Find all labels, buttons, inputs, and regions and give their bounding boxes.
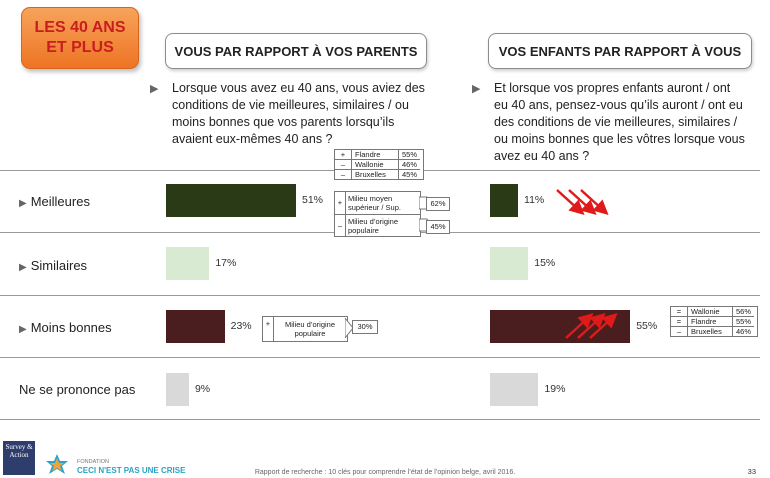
arrow-line: [590, 318, 612, 338]
bar-parents-2: [166, 310, 225, 343]
callout-milieu-moins: [262, 316, 348, 342]
panel-title-enfants: VOS ENFANTS PAR RAPPORT À VOUS: [488, 33, 752, 69]
footer-source: Rapport de recherche : 10 clés pour comprendre l’état de l’opinion belge, avril 2016.: [254, 469, 516, 476]
fondation-label: FONDATION: [77, 459, 109, 465]
region-value: 46%: [399, 160, 421, 170]
region-label: Flandre: [355, 150, 381, 159]
region-value: 55%: [733, 317, 755, 327]
region-label: Wallonie: [691, 307, 720, 316]
question-line: eu 40 ans, pensez-vous qu’ils auront / ont eu: [494, 98, 743, 112]
question-line: des conditions de vie meilleures, similaires /: [494, 115, 738, 129]
arrow-line: [569, 190, 591, 210]
bullet-triangle-icon: ▶: [19, 324, 27, 335]
sign: –: [335, 170, 352, 180]
question-line: ou moins bonnes que les vôtres lorsque vous: [494, 132, 745, 146]
bar-value-label: 55%: [636, 320, 658, 332]
milieu-value: 30%: [352, 320, 378, 334]
bar-value-label: 9%: [194, 383, 211, 395]
bullet-triangle-icon: ▶: [472, 83, 481, 95]
question-line: moins bonnes que vos parents lorsqu’ils: [172, 115, 395, 129]
sign: –: [335, 160, 352, 170]
row-divider: [0, 419, 760, 420]
region-label: Wallonie: [355, 160, 384, 169]
bullet-triangle-icon: ▶: [19, 198, 27, 209]
bar-value-label: 15%: [534, 257, 556, 269]
row-label-meilleures: [19, 194, 90, 209]
row-label-ne-se-prononce-pas: [19, 382, 135, 397]
question-line: Et lorsque vos propres enfants auront / ont: [494, 81, 731, 95]
region-value: 56%: [733, 307, 755, 317]
bar-parents-1: [166, 247, 209, 280]
badge-line-1: LES 40 ANS: [34, 19, 126, 36]
callout-regions-parents: [334, 149, 424, 180]
bar-value-label: 11%: [524, 194, 545, 206]
row-divider: [0, 357, 760, 358]
badge-line-2: ET PLUS: [46, 39, 114, 56]
callout-milieu-parents: [334, 191, 421, 237]
milieu-value: 62%: [426, 197, 450, 211]
row-label-text: Similaires: [30, 258, 88, 273]
sign: +: [335, 192, 346, 214]
row-label-text: Ne se prononce pas: [19, 382, 136, 397]
bar-value-label: 23%: [230, 320, 252, 332]
bar-parents-3: [166, 373, 189, 406]
page-number: 33: [747, 467, 756, 476]
bar-value-label: 51%: [302, 194, 324, 206]
row-label-text: Moins bonnes: [30, 320, 112, 335]
bar-value-label: 19%: [544, 383, 566, 395]
arrow-line: [578, 318, 600, 338]
row-label-moins-bonnes: [19, 320, 112, 335]
arrow-line: [581, 190, 603, 210]
bar-enfants-3: [490, 373, 538, 406]
region-label: Bruxelles: [355, 170, 386, 179]
question-line: avez eu 40 ans ?: [494, 149, 590, 163]
downward-trend-arrows-icon: [553, 186, 613, 222]
bar-parents-0: [166, 184, 296, 217]
sign: =: [671, 317, 688, 327]
arrow-line: [566, 318, 588, 338]
arrow-line: [557, 190, 579, 210]
sign: +: [263, 317, 274, 341]
callout-regions-enfants: [670, 306, 758, 337]
segment-badge: [21, 7, 139, 69]
upward-trend-arrows-icon: [562, 308, 624, 342]
region-value: 46%: [733, 327, 755, 337]
bullet-triangle-icon: ▶: [19, 262, 27, 273]
bar-value-label: 17%: [215, 257, 237, 269]
sign: –: [335, 215, 346, 236]
milieu-value: 45%: [426, 220, 450, 234]
region-value: 55%: [399, 150, 421, 160]
bullet-triangle-icon: ▶: [150, 83, 159, 95]
question-line: Lorsque vous avez eu 40 ans, vous aviez des: [172, 81, 425, 95]
bar-enfants-1: [490, 247, 528, 280]
region-value: 45%: [399, 170, 421, 180]
milieu-label: Milieu d’origine populaire: [284, 320, 336, 338]
region-label: Flandre: [691, 317, 717, 326]
callout-divider: [335, 214, 420, 215]
milieu-label: Milieu moyen supérieur / Sup.: [348, 194, 401, 212]
question-parents: [150, 80, 462, 148]
sign: =: [671, 307, 688, 317]
row-label-text: Meilleures: [30, 194, 90, 209]
milieu-label: Milieu d’origine populaire: [348, 217, 399, 235]
sign: –: [671, 327, 688, 337]
row-label-similaires: [19, 258, 87, 273]
sign: +: [335, 150, 352, 160]
row-divider: [0, 295, 760, 296]
fondation-name: CECI N'EST PAS UNE CRISE: [77, 466, 186, 475]
survey-action-text: Survey & Action: [5, 443, 33, 459]
bar-enfants-0: [490, 184, 518, 217]
question-line: conditions de vie meilleures, similaires / ou: [172, 98, 409, 112]
question-line: avaient eux-mêmes 40 ans ?: [172, 132, 333, 146]
region-label: Bruxelles: [691, 327, 722, 336]
question-enfants: [472, 80, 764, 165]
panel-title-parents: VOUS PAR RAPPORT À VOS PARENTS: [165, 33, 427, 69]
